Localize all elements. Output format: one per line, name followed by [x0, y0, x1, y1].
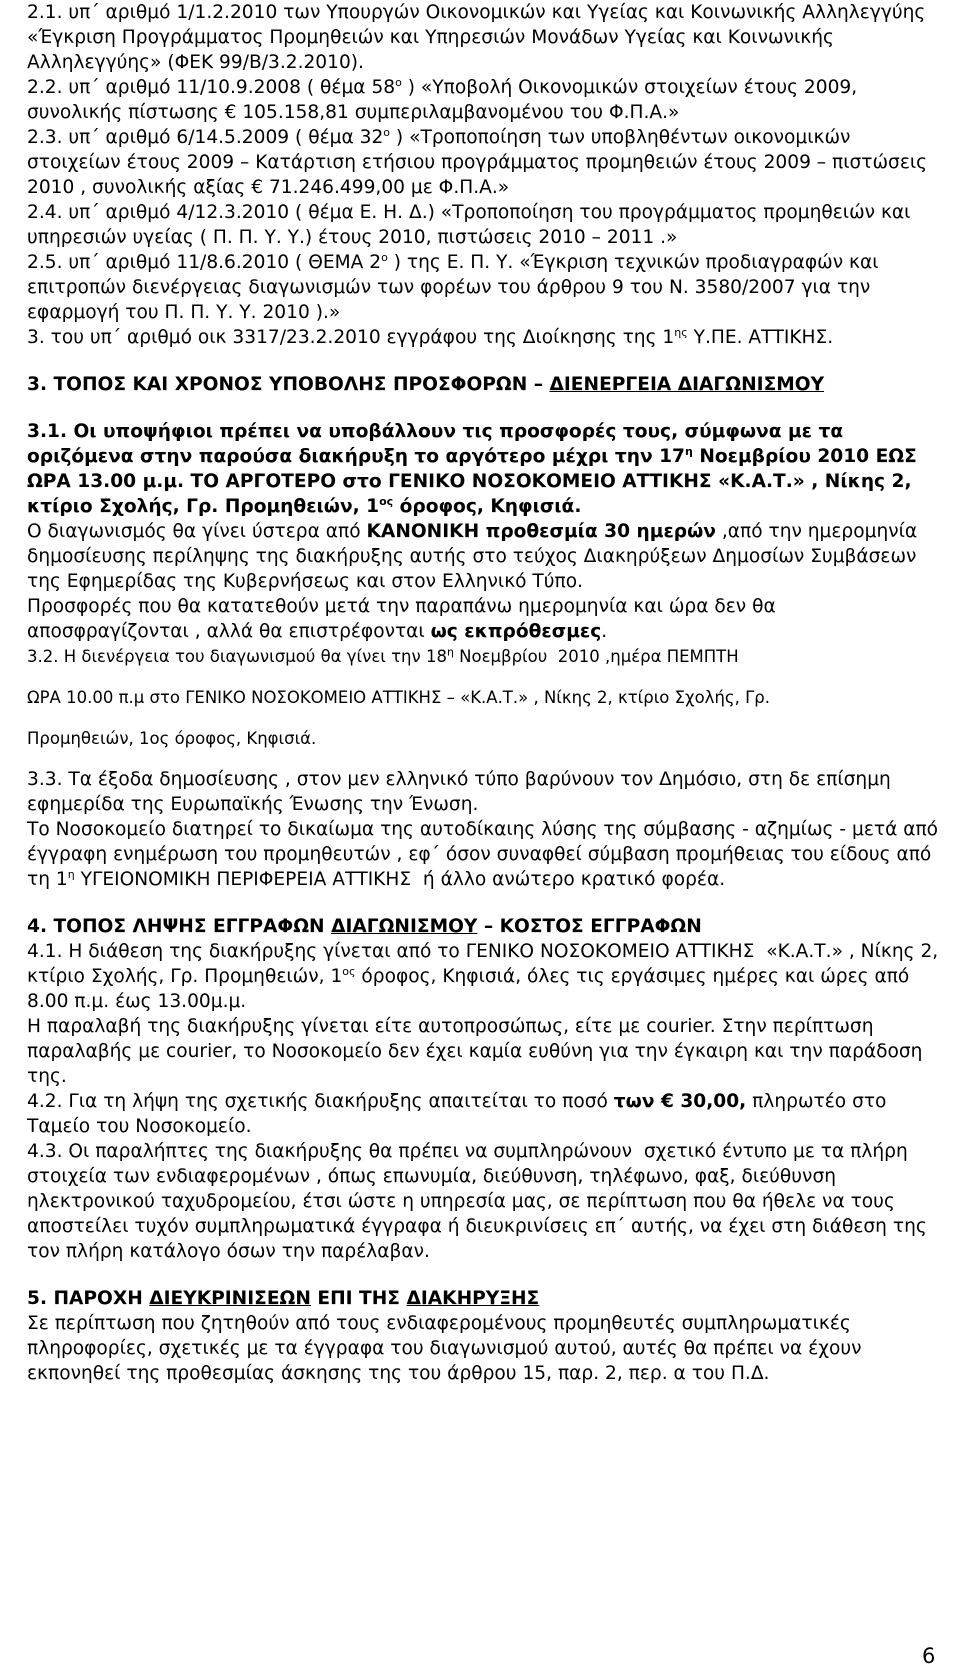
section-4-2-paragraph: 4.2. Για τη λήψη της σχετικής διακήρυξης απαιτείται το ποσό των € 30,00, πληρωτέο στο Ταμείο του Νοσοκομείο.	[27, 1091, 893, 1137]
section-5-paragraph: Σε περίπτωση που ζητηθούν από τους ενδιαφερομένους προμηθευτές συμπληρωματικές πληροφορίες, σχετικές με τα έγγραφα του διαγωνισμού αυτού, αυτές θα πρέπει να έχουν εκπονηθεί της προθεσμίας άσκησης της του άρθρου 15, παρ. 2, περ. α του Π.Δ.	[27, 1313, 868, 1384]
section-4-3-paragraph: 4.3. Οι παραλήπτες της διακήρυξης θα πρέπει να συμπληρώνουν σχετικό έντυπο με τα πλήρη στοιχεία των ενδιαφερομένων , όπως επωνυμία, διεύθυνση, τηλέφωνο, φαξ, διεύθυνση ηλεκτρονικού ταχυδρομείου, έτσι ώστε η υπηρεσία μας, σε περίπτωση που θα ήθελε να τους αποστείλει τυχόν συμπληρωματικά έγγραφα ή διευκρινίσεις επ΄ αυτής, να έχει στη διάθεση της τον πλήρη κατάλογο όσων την παρέλαβαν.	[27, 1141, 933, 1262]
document-page	[27, 0, 945, 1386]
section-3-2-place-cont: Προμηθειών, 1ος όροφος, Κηφισιά.	[27, 729, 317, 748]
section-3-3-paragraph: 3.3. Τα έξοδα δημοσίευσης , στον μεν ελληνικό τύπο βαρύνουν τον Δημόσιο, στη δε επίσημη εφημερίδα της Ευρωπαϊκής Ένωσης την Ένωση.	[27, 769, 897, 815]
ref-3: 3. του υπ΄ αριθμό οικ 3317/23.2.2010 εγγράφου της Διοίκησης της $1^{\eta\varsigma}$ Υ.ΠΕ. ΑΤΤΙΚΗΣ.	[27, 325, 834, 348]
ref-2-3: 2.3. υπ΄ αριθμό 6/14.5.2009 ( θέμα $32^o$ ) «Τροποποίηση των υποβληθέντων οικονομικών στοιχείων έτους 2009 – Κατάρτιση ετήσιου προγράμματος προμηθειών έτους 2009 – πιστώσεις 2010 , συνολικής αξίας € 71.246.499,00 με Φ.Π.Α.»	[27, 125, 934, 198]
ref-2-2: 2.2. υπ΄ αριθμό 11/10.9.2008 ( θέμα $58^o$ ) «Υποβολή Οικονομικών στοιχείων έτους 2009, συνολικής πίστωσης € 105.158,81 συμπεριλαμβανομένου του Φ.Π.Α.»	[27, 75, 864, 123]
section-4-1-courier: Η παραλαβή της διακήρυξης γίνεται είτε αυτοπροσώπως, είτε με courier. Στην περίπτωση παραλαβής με courier, το Νοσοκομείο δεν έχει καμία ευθύνη για την έγκαιρη και την παράδοση της.	[27, 1016, 929, 1087]
ref-2-1: 2.1. υπ΄ αριθμό 1/1.2.2010 των Υπουργών Οικονομικών και Υγείας και Κοινωνικής Αλληλεγγύης «Έγκριση Προγράμματος Προμηθειών και Υπηρεσιών Μονάδων Υγείας και Κοινωνικής Αλληλεγγύης» (ΦΕΚ 99/Β/3.2.2010).	[27, 2, 932, 73]
section-3-1-deadline-text: Ο διαγωνισμός θα γίνει ύστερα από ΚΑΝΟΝΙΚΗ προθεσμία 30 ημερών ,από την ημερομηνία δημοσίευσης περίληψης της διακήρυξης αυτής στο τεύχος Διακηρύξεων Δημοσίων Συμβάσεων της Εφημερίδας της Κυβερνήσεως και στον Ελληνικό Τύπο.	[27, 521, 924, 592]
section-4-1-paragraph: 4.1. Η διάθεση της διακήρυξης γίνεται από το ΓΕΝΙΚΟ ΝΟΣΟΚΟΜΕΙΟ ΑΤΤΙΚΗΣ «Κ.Α.Τ.» , Νίκης 2, κτίριο Σχολής, Γρ. Προμηθειών, $1^{o\varsigma}$ όροφος, Κηφισιά, όλες τις εργάσιμες ημέρες και ώρες από 8.00 π.μ. έως 13.00μ.μ.	[27, 941, 945, 1012]
section-3-2-date: 3.2. Η διενέργεια του διαγωνισμού θα γίνει την $18^\eta$ Νοεμβρίου 2010 ,ημέρα ΠΕΜΠΤΗ	[27, 645, 739, 666]
ref-2-4: 2.4. υπ΄ αριθμό 4/12.3.2010 ( θέμα Ε. Η. Δ.) «Τροποποίηση του προγράμματος προμηθειών και υπηρεσιών υγείας ( Π. Π. Υ. Υ.) έτους 2010, πιστώσεις 2010 – 2011 .»	[27, 202, 917, 248]
page-number: 6	[922, 1644, 936, 1668]
section-3-3-termination: Το Νοσοκομείο διατηρεί το δικαίωμα της αυτοδίκαιης λύσης της σύμβασης - αζημίως - μετά από έγγραφη ενημέρωση του προμηθευτών , εφ΄ όσον συναφθεί σύμβαση προμήθειας του είδους από τη $1^\eta$ ΥΓΕΙΟΝΟΜΙΚΗ ΠΕΡΙΦΕΡΕΙΑ ΑΤΤΙΚΗΣ ή άλλο ανώτερο κρατικό φορέα.	[27, 819, 944, 890]
section-3-2-place: ΩΡΑ 10.00 π.μ στο ΓΕΝΙΚΟ ΝΟΣΟΚΟΜΕΙΟ ΑΤΤΙΚΗΣ – «Κ.Α.Τ.» , Νίκης 2, κτίριο Σχολής, Γρ.	[27, 688, 770, 707]
section-3-1-late-offers: Προσφορές που θα κατατεθούν μετά την παραπάνω ημερομηνία και ώρα δεν θα αποσφραγίζονται , αλλά θα επιστρέφονται ως εκπρόθεσμες.	[27, 596, 782, 642]
section-4-heading: 4. ΤΟΠΟΣ ΛΗΨΗΣ ΕΓΓΡΑΦΩΝ ΔΙΑΓΩΝΙΣΜΟΥ – ΚΟΣΤΟΣ ΕΓΓΡΑΦΩΝ	[27, 916, 702, 937]
section-3-heading: 3. ΤΟΠΟΣ ΚΑΙ ΧΡΟΝΟΣ ΥΠΟΒΟΛΗΣ ΠΡΟΣΦΟΡΩΝ – ΔΙΕΝΕΡΓΕΙΑ ΔΙΑΓΩΝΙΣΜΟΥ	[27, 374, 825, 395]
section-3-1-paragraph: 3.1. Οι υποψήφιοι πρέπει να υποβάλλουν τις προσφορές τους, σύμφωνα με τα οριζόμενα στην παρούσα διακήρυξη το αργότερο μέχρι την $17^\eta$ Νοεμβρίου 2010 ΕΩΣ ΩΡΑ 13.00 μ.μ. ΤΟ ΑΡΓΟΤΕΡΟ στο ΓΕΝΙΚΟ ΝΟΣΟΚΟΜΕΙΟ ΑΤΤΙΚΗΣ «Κ.Α.Τ.» , Νίκης 2, κτίριο Σχολής, Γρ. Προμηθειών, $1^{o\varsigma}$ όροφος, Κηφισιά.	[27, 421, 924, 517]
section-5-heading: 5. ΠΑΡΟΧΗ ΔΙΕΥΚΡΙΝΙΣΕΩΝ ΕΠΙ ΤΗΣ ΔΙΑΚΗΡΥΞΗΣ	[27, 1288, 540, 1309]
ref-2-5: 2.5. υπ΄ αριθμό 11/8.6.2010 ( ΘΕΜΑ $2^o$ ) της Ε. Π. Υ. «Έγκριση τεχνικών προδιαγραφών και επιτροπών διενέργειας διαγωνισμών των φορέων του άρθρου 9 του Ν. 3580/2007 για την εφαρμογή του Π. Π. Υ. Υ. 2010 ).»	[27, 250, 885, 323]
